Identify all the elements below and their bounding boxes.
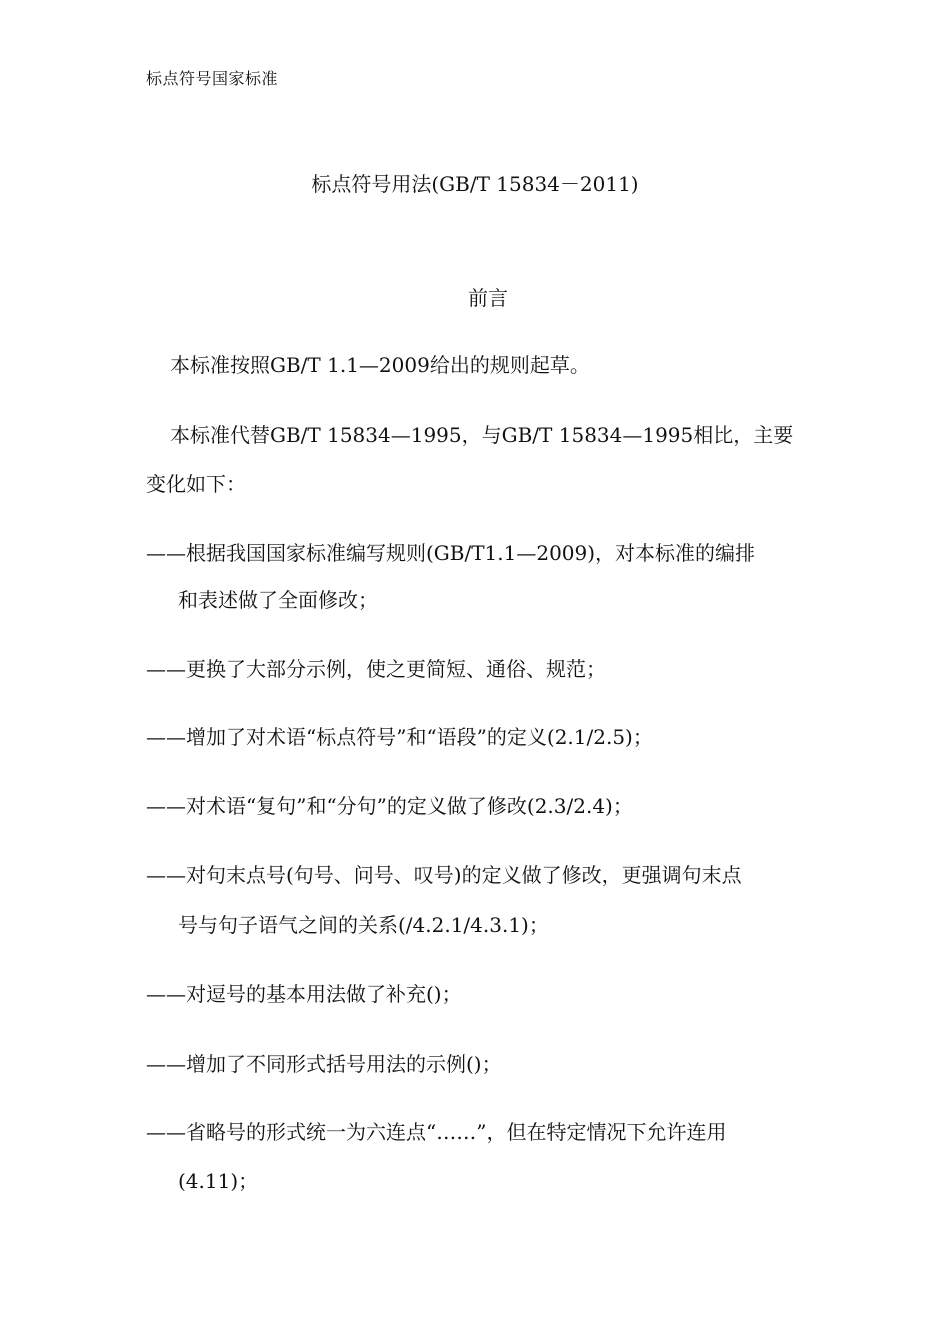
- change-item-8-line-2: (4.11)；: [178, 1169, 259, 1193]
- paragraph-drafting-rules: 本标准按照GB/T 1.1—2009给出的规则起草。: [170, 353, 590, 377]
- change-item-4: ——对术语“复句”和“分句”的定义做了修改(2.3/2.4)；: [146, 794, 633, 818]
- change-item-3: ——增加了对术语“标点符号”和“语段”的定义(2.1/2.5)；: [146, 725, 653, 749]
- paragraph-replacement-line-2: 变化如下：: [146, 472, 246, 496]
- change-item-5-line-2: 号与句子语气之间的关系(/4.2.1/4.3.1)；: [178, 913, 549, 937]
- change-item-7: ——增加了不同形式括号用法的示例()；: [146, 1052, 502, 1076]
- section-title: 前言: [468, 286, 508, 310]
- change-item-8-line-1: ——省略号的形式统一为六连点“……”，但在特定情况下允许连用: [146, 1120, 727, 1144]
- paragraph-replacement-line-1: 本标准代替GB/T 15834—1995，与GB/T 15834—1995相比，主要: [170, 423, 794, 447]
- running-header: 标点符号国家标准: [146, 69, 279, 88]
- change-item-6: ——对逗号的基本用法做了补充()；: [146, 982, 462, 1006]
- change-item-2: ——更换了大部分示例，使之更简短、通俗、规范；: [146, 657, 606, 681]
- change-item-1-line-2: 和表述做了全面修改；: [178, 588, 378, 612]
- change-item-5-line-1: ——对句末点号(句号、问号、叹号)的定义做了修改，更强调句末点: [146, 863, 742, 887]
- document-title: 标点符号用法(GB/T 15834－2011): [311, 172, 639, 196]
- change-item-1-line-1: ——根据我国国家标准编写规则(GB/T1.1—2009)，对本标准的编排: [146, 541, 756, 565]
